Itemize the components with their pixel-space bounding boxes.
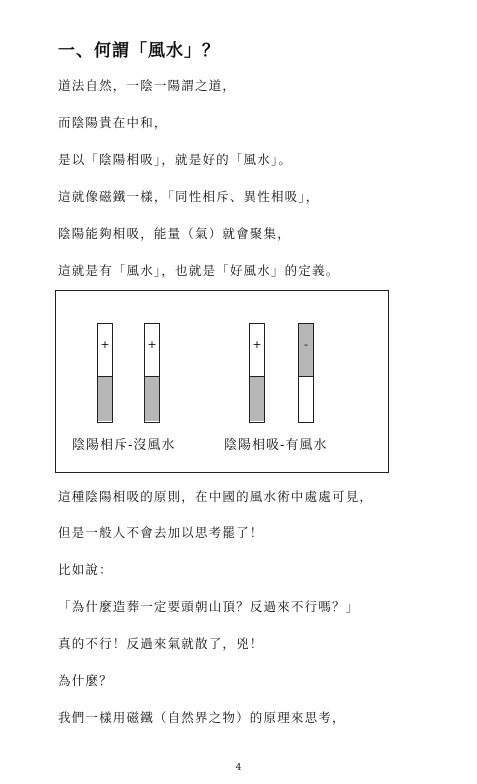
text-line: 是以「陰陽相吸」，就是好的「風水」。 [58,152,293,167]
magnet-bottom-half [145,376,159,421]
magnet-bottom-half [250,376,264,421]
magnet-top-half [145,324,159,376]
section-heading: 一、何謂「風水」？ [58,41,220,61]
magnet-bottom-half [98,376,112,421]
magnet-top-half [98,324,112,376]
magnet-sign: + [100,338,110,351]
magnet-top-half [299,324,313,376]
text-line: 「為什麼造葬一定要頭朝山頂？反過來不行嗎？」 [58,599,360,614]
magnet-sign: + [252,338,262,351]
magnet-bar [144,323,160,423]
caption-repel: 陰陽相斥-沒風水 [72,438,176,453]
magnet-sign: - [304,338,308,351]
magnet-bar [97,323,113,423]
text-line: 陰陽能夠相吸，能量（氣）就會聚集， [58,226,291,241]
text-line: 為什麼？ [58,673,113,688]
text-line: 真的不行！反過來氣就散了，兇！ [58,636,264,651]
magnet-bar [298,323,314,423]
magnet-diagram [55,290,389,473]
page-number: 4 [235,763,242,773]
text-line: 比如說： [58,562,113,577]
magnet-bottom-half [299,376,313,421]
magnet-top-half [250,324,264,376]
text-line: 這種陰陽相吸的原則，在中國的風水術中處處可見， [58,489,374,504]
caption-attract: 陰陽相吸-有風水 [224,438,328,453]
text-line: 這就是有「風水」，也就是「好風水」的定義。 [58,263,340,278]
text-line: 道法自然，一陰一陽謂之道， [58,78,237,93]
text-line: 而陰陽貴在中和， [58,115,168,130]
text-line: 我們一樣用磁鐵（自然界之物）的原理來思考， [58,710,346,725]
magnet-sign: + [147,338,157,351]
text-line: 但是一般人不會去加以思考罷了！ [58,525,264,540]
text-line: 這就像磁鐵一樣，「同性相斥、異性相吸」， [58,189,320,204]
magnet-bar [249,323,265,423]
